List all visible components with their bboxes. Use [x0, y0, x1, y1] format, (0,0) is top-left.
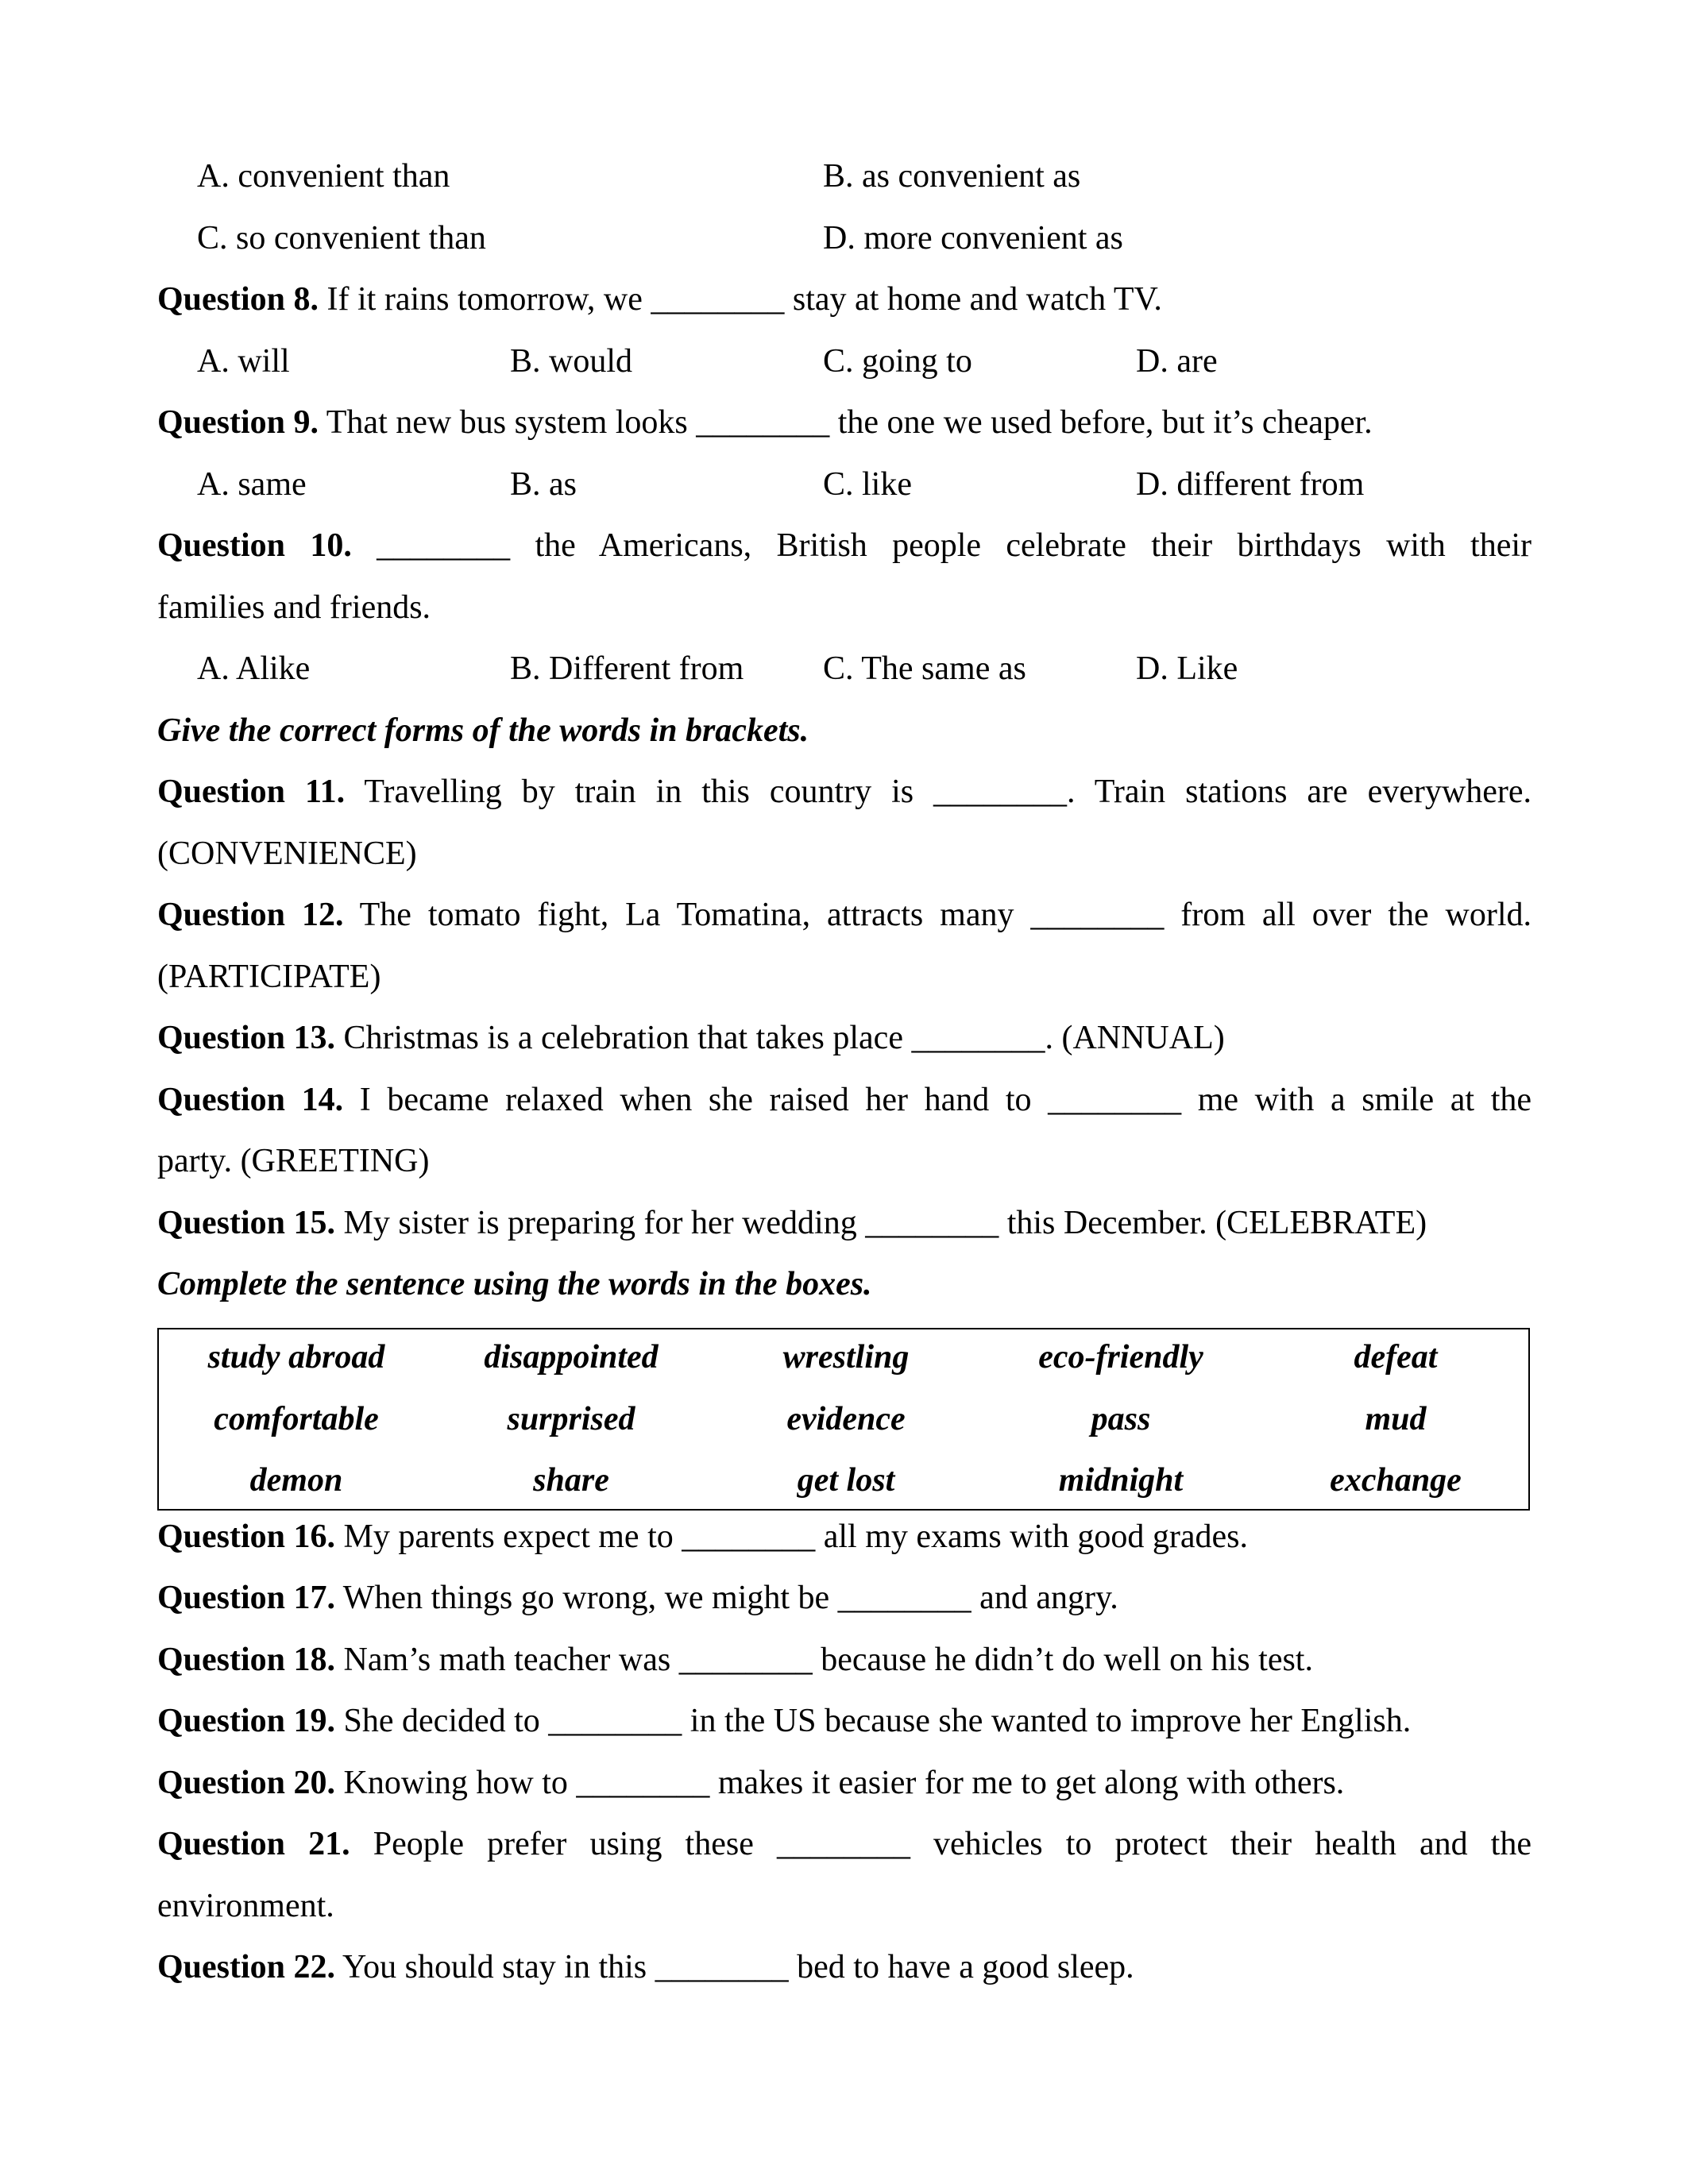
q10-option-c: C. The same as: [823, 650, 1026, 687]
question-11-text-line2: (CONVENIENCE): [157, 835, 417, 872]
word-box-word: midnight: [1058, 1462, 1184, 1499]
question-16: [157, 1515, 1532, 1558]
question-8-text: If it rains tomorrow, we ________ stay at home and watch TV.: [326, 281, 1162, 318]
question-21-text-line2: environment.: [157, 1888, 334, 1924]
question-17-label: Question 17.: [157, 1580, 336, 1616]
q7-option-a: A. convenient than: [197, 158, 450, 195]
question-13: [157, 1017, 1532, 1059]
section-heading-word-forms: Give the correct forms of the words in brackets.: [157, 712, 809, 749]
question-15-label: Question 15.: [157, 1205, 336, 1241]
question-15-text: My sister is preparing for her wedding ________ this December. (CELEBRATE): [343, 1205, 1427, 1241]
q8-options: [157, 340, 1532, 383]
question-8-label: Question 8.: [157, 281, 319, 318]
question-18: [157, 1638, 1532, 1681]
q9-option-c: C. like: [823, 466, 912, 503]
question-19-label: Question 19.: [157, 1703, 336, 1739]
question-10: [157, 524, 1532, 567]
question-11-label: Question 11.: [157, 774, 346, 810]
q8-option-a: A. will: [197, 343, 290, 380]
q8-option-b: B. would: [510, 343, 633, 380]
question-17: [157, 1576, 1532, 1619]
q9-option-d: D. different from: [1136, 466, 1365, 503]
word-box-word: comfortable: [214, 1401, 379, 1437]
question-20-text: Knowing how to ________ makes it easier for me to get along with others.: [343, 1765, 1345, 1801]
q8-option-c: C. going to: [823, 343, 972, 380]
question-16-label: Question 16.: [157, 1518, 336, 1555]
question-15: [157, 1202, 1532, 1244]
question-13-label: Question 13.: [157, 1020, 336, 1056]
question-18-text: Nam’s math teacher was ________ because he didn’t do well on his test.: [343, 1642, 1313, 1678]
q7-options-row-1: [157, 155, 1532, 198]
question-12-text-line1: The tomato fight, La Tomatina, attracts many ________ from all over the world.: [359, 897, 1532, 933]
word-box-row-3: [159, 1459, 1528, 1502]
question-22-text: You should stay in this ________ bed to have a good sleep.: [342, 1949, 1134, 1985]
word-box-row-2: [159, 1398, 1528, 1441]
question-9-text: That new bus system looks ________ the one we used before, but it’s cheaper.: [326, 404, 1373, 441]
question-11: [157, 770, 1532, 813]
question-13-text: Christmas is a celebration that takes place ________. (ANNUAL): [343, 1020, 1225, 1056]
word-box-word: get lost: [797, 1462, 895, 1499]
q10-option-d: D. Like: [1136, 650, 1238, 687]
question-14-text-line2: party. (GREETING): [157, 1143, 430, 1179]
question-10-text-line1: ________ the Americans, British people celebrate their birthdays with their: [377, 527, 1532, 564]
question-22-label: Question 22.: [157, 1949, 336, 1985]
word-box-word: defeat: [1354, 1339, 1438, 1376]
q7-option-d: D. more convenient as: [823, 220, 1123, 257]
q8-option-d: D. are: [1136, 343, 1218, 380]
question-14: [157, 1078, 1532, 1121]
question-22: [157, 1946, 1532, 1989]
question-11-cont: [157, 832, 1532, 875]
word-box-row-1: [159, 1336, 1528, 1379]
q9-option-b: B. as: [510, 466, 577, 503]
question-10-text-line2: families and friends.: [157, 589, 431, 626]
q9-option-a: A. same: [197, 466, 307, 503]
q10-options: [157, 647, 1532, 690]
question-20: [157, 1761, 1532, 1804]
word-box-word: demon: [249, 1462, 343, 1499]
question-9: [157, 401, 1532, 444]
question-21-text-line1: People prefer using these ________ vehicles to protect their health and the: [373, 1826, 1532, 1862]
question-21: [157, 1823, 1532, 1866]
question-11-text-line1: Travelling by train in this country is ________. Train stations are everywhere.: [364, 774, 1532, 810]
question-12: [157, 893, 1532, 936]
question-12-cont: [157, 955, 1532, 998]
word-box-word: mud: [1365, 1401, 1427, 1437]
question-12-text-line2: (PARTICIPATE): [157, 959, 381, 995]
word-box-word: disappointed: [484, 1339, 659, 1376]
question-12-label: Question 12.: [157, 897, 344, 933]
question-20-label: Question 20.: [157, 1765, 336, 1801]
q9-options: [157, 463, 1532, 506]
question-14-cont: [157, 1140, 1532, 1183]
question-16-text: My parents expect me to ________ all my exams with good grades.: [343, 1518, 1248, 1555]
word-box-word: study abroad: [207, 1339, 385, 1376]
word-box-word: exchange: [1330, 1462, 1462, 1499]
question-19-text: She decided to ________ in the US because she wanted to improve her English.: [343, 1703, 1412, 1739]
section-heading-complete: Complete the sentence using the words in the boxes.: [157, 1266, 872, 1302]
question-14-text-line1: I became relaxed when she raised her hand to ________ me with a smile at the: [359, 1082, 1532, 1118]
question-17-text: When things go wrong, we might be ________ and angry.: [342, 1580, 1118, 1616]
question-9-label: Question 9.: [157, 404, 319, 441]
q10-option-a: A. Alike: [197, 650, 311, 687]
question-8: [157, 278, 1532, 321]
question-14-label: Question 14.: [157, 1082, 344, 1118]
question-19: [157, 1700, 1532, 1742]
question-21-cont: [157, 1885, 1532, 1927]
word-box-word: evidence: [786, 1401, 906, 1437]
q7-option-c: C. so convenient than: [197, 220, 486, 257]
word-box-word: surprised: [507, 1401, 635, 1437]
question-10-label: Question 10.: [157, 527, 352, 564]
word-box: [157, 1328, 1530, 1511]
question-18-label: Question 18.: [157, 1642, 336, 1678]
q7-option-b: B. as convenient as: [823, 158, 1081, 195]
word-box-word: wrestling: [782, 1339, 910, 1376]
question-10-cont: [157, 586, 1532, 629]
q7-options-row-2: [157, 217, 1532, 260]
word-box-word: pass: [1091, 1401, 1151, 1437]
q10-option-b: B. Different from: [510, 650, 744, 687]
word-box-word: share: [533, 1462, 609, 1499]
question-21-label: Question 21.: [157, 1826, 350, 1862]
word-box-word: eco-friendly: [1038, 1339, 1203, 1376]
